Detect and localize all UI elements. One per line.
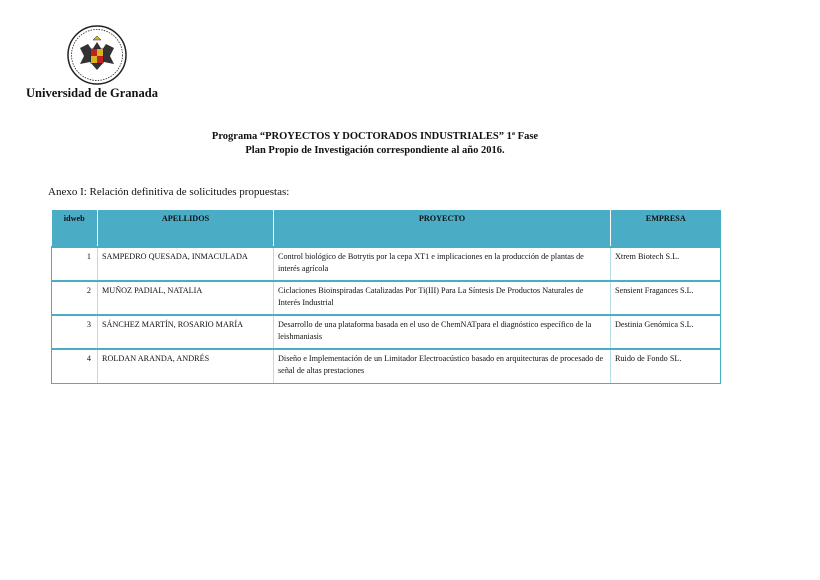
cell-idweb: 2 [52,281,98,315]
cell-empresa: Xtrem Biotech S.L. [611,247,721,281]
table-row [52,247,721,281]
cell-empresa: Ruido de Fondo SL. [611,349,721,383]
column-header-empresa: EMPRESA [611,210,721,247]
cell-apellidos: ROLDAN ARANDA, ANDRÉS [98,349,274,383]
cell-proyecto: Desarrollo de una plataforma basada en el uso de ChemNATpara el diagnóstico específico de la leishmaniasis [274,315,611,349]
table-row [52,315,721,349]
table-row [52,349,721,383]
cell-idweb: 1 [52,247,98,281]
university-coat-of-arms-icon [66,24,128,86]
applications-table [51,210,721,384]
table-row [52,281,721,315]
annex-label: Anexo I: Relación definitiva de solicitudes propuestas: [48,186,290,198]
cell-idweb: 4 [52,349,98,383]
institution-name: Universidad de Granada [26,86,158,100]
document-title [160,130,590,158]
cell-empresa: Sensient Fragances S.L. [611,281,721,315]
column-header-idweb: idweb [52,210,98,247]
column-header-proyecto: PROYECTO [274,210,611,247]
cell-proyecto: Ciclaciones Bioinspiradas Catalizadas Por Ti(III) Para La Síntesis De Productos Naturales de Interés Industrial [274,281,611,315]
title-line-1: Programa “PROYECTOS Y DOCTORADOS INDUSTRIALES” 1ª Fase [211,131,539,142]
university-logo [66,24,128,86]
cell-apellidos: SAMPEDRO QUESADA, INMACULADA [98,247,274,281]
cell-proyecto: Diseño e Implementación de un Limitador Electroacústico basado en arquitecturas de procesado de señal de altas prestaciones [274,349,611,383]
cell-apellidos: SÁNCHEZ MARTÍN, ROSARIO MARÍA [98,315,274,349]
table-header-row [52,210,721,247]
cell-empresa: Destinia Genómica S.L. [611,315,721,349]
column-header-apellidos: APELLIDOS [98,210,274,247]
cell-idweb: 3 [52,315,98,349]
cell-proyecto: Control biológico de Botrytis por la cepa XT1 e implicaciones en la producción de plantas de interés agrícola [274,247,611,281]
cell-apellidos: MUÑOZ PADIAL, NATALIA [98,281,274,315]
title-line-2: Plan Propio de Investigación correspondiente al año 2016. [245,145,505,156]
